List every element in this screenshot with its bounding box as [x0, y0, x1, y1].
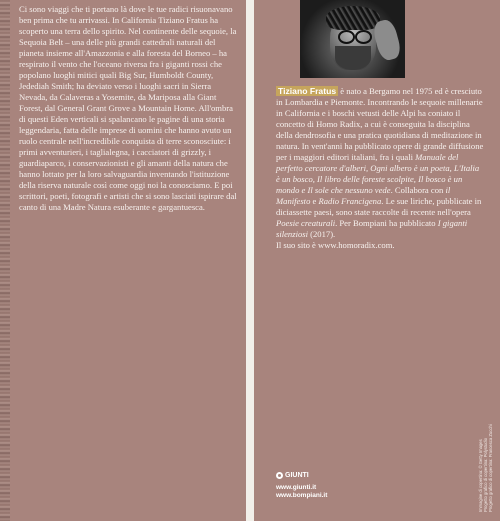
bio-title-1: Manuale del perfetto cercatore d'alberi, Ogni albero è un poeta, L'Italia è un bosco, Il libro delle foreste scolpite, Il bosco è un mondo e Il sole che nessuno vede [276, 152, 480, 195]
synopsis-text [19, 4, 241, 213]
bio-text-4: . Le sue liriche, pubblicate in diciassette paesi, sono state raccolte di recente nell'opera [276, 196, 482, 217]
synopsis-paragraph: Ci sono viaggi che ti portano là dove le tue radici risuonavano ben prima che tu arrivassi. In California Tiziano Fratus ha scoperto una terra dello spirito. Nel continente delle sequoie, la Sequoia Belt – una delle più grandi cattedrali naturali del pianeta insieme all'Amazzonia e alla foresta del Borneo – ha respirato il vento che l'oceano riversa fra i giganti rossi che popolano luoghi mitici quali Big Sur, Humboldt County, Jedediah Smith; ha deviato verso i luoghi sacri in Sierra Nevada, da Calaveras a Yosemite, da Mariposa alla Giant Forest, dal General Grant Grove a Mountain Home. All'ombra di questi Eden verticali si spalancano le pagine di una storia leggendaria, fatta delle imprese di uomini che hanno avuto un ruolo centrale nell'incredibile conquista di terre sconosciute: i primi avventurieri, i taglialegna, i cacciatori di grizzly, i guardiaparco, i conservazionisti e gli amanti della natura che hanno lottato per la loro salvaguardia inventando l'istituzione della riserva naturale così come oggi noi la conosciamo. E poi scrittori, poeti, fotografi e artisti che si sono lasciati ispirare dal canto di una Madre Natura esuberante e gargantuesca. [19, 4, 237, 212]
author-photo-glasses-right [355, 30, 372, 44]
author-bio [276, 86, 484, 251]
author-website: Il suo sito è www.homoradix.com. [276, 240, 395, 250]
bio-text-6: (2017). [308, 229, 336, 239]
bio-title-3: Radio Francigena [318, 196, 382, 206]
author-name: Tiziano Fratus [278, 86, 337, 96]
credit-line-2: Progetto grafico di copertina: Polystudio [483, 437, 488, 512]
publisher-site-giunti: www.giunti.it [276, 484, 317, 491]
giunti-logo-icon [276, 472, 283, 479]
credit-line-1: Immagine di copertina: © Getty Images [478, 439, 483, 512]
bio-title-5: I giganti silenziosi [276, 218, 468, 239]
right-flap-panel [254, 0, 500, 521]
author-photo [300, 0, 405, 78]
author-photo-glasses-left [338, 30, 355, 44]
publisher-site-bompiani: www.bompiani.it [276, 492, 328, 499]
author-photo-beard [335, 46, 371, 70]
author-bio-paragraph [276, 86, 484, 240]
left-flap-panel [0, 0, 246, 521]
spine-gutter [246, 0, 254, 521]
publisher-logo-text: GIUNTI [285, 472, 309, 479]
bio-text-2: . Collabora con [390, 185, 446, 195]
bio-text-1: è nato a Bergamo nel 1975 ed è cresciuto in Lombardia e Piemonte. Incontrando le sequoie millenarie in California e i boschi vetusti delle Alpi ha coniato il concetto di Homo Radix, a cui è conseguita la disciplina della dendrosofia e una pratica quotidiana di meditazione in natura. In vent'anni ha pubblicato opere di grande diffusione per i maggiori editori italiani, fra i quali [276, 86, 484, 162]
credit-line-3: Progetto grafico di copertina: Francesca Zucchi [488, 424, 493, 512]
publisher-logo [276, 472, 309, 479]
publisher-websites [276, 484, 327, 500]
cover-credits [478, 424, 493, 512]
author-photo-hair [326, 6, 380, 30]
author-photo-hand [371, 18, 403, 62]
bio-text-5: . Per Bompiani ha pubblicato [335, 218, 438, 228]
bark-texture-edge [0, 0, 10, 521]
bio-text-3: e [310, 196, 319, 206]
bio-title-4: Poesie creaturali [276, 218, 336, 228]
bio-title-2: il Manifesto [276, 185, 451, 206]
